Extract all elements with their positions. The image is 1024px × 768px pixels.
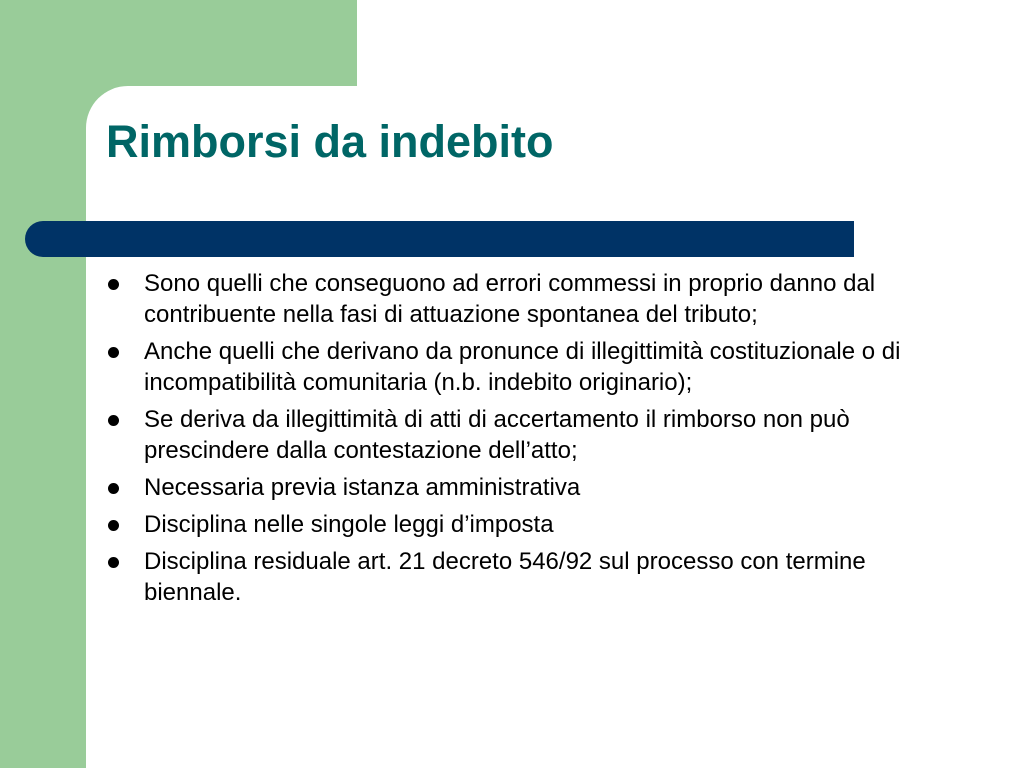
bullet-text: Necessaria previa istanza amministrativa [144,474,581,501]
bullet-text: Anche quelli che derivano da pronunce di illegittimità costituzionale o di incompatibilità comunitaria (n.b. indebito originario); [144,338,901,396]
bullet-item [104,509,934,540]
bullet-dot-icon [108,279,119,290]
bullet-text: Se deriva da illegittimità di atti di accertamento il rimborso non può prescindere dalla contestazione dell’atto; [144,406,850,464]
bullet-item [104,546,934,608]
bullet-item [104,404,934,466]
bullet-text: Disciplina nelle singole leggi d’imposta [144,511,554,538]
bullet-dot-icon [108,347,119,358]
bullet-text: Disciplina residuale art. 21 decreto 546/92 sul processo con termine biennale. [144,548,866,606]
bullet-item [104,336,934,398]
bullet-dot-icon [108,557,119,568]
bullet-dot-icon [108,520,119,531]
slide-title: Rimborsi da indebito [106,116,554,167]
bullet-list [104,268,934,614]
bullet-dot-icon [108,415,119,426]
bullet-text: Sono quelli che conseguono ad errori commessi in proprio danno dal contribuente nella fasi di attuazione spontanea del tributo; [144,270,876,328]
bullet-dot-icon [108,483,119,494]
bullet-item [104,268,934,330]
title-underline-bar [25,221,854,257]
bullet-item [104,472,934,503]
